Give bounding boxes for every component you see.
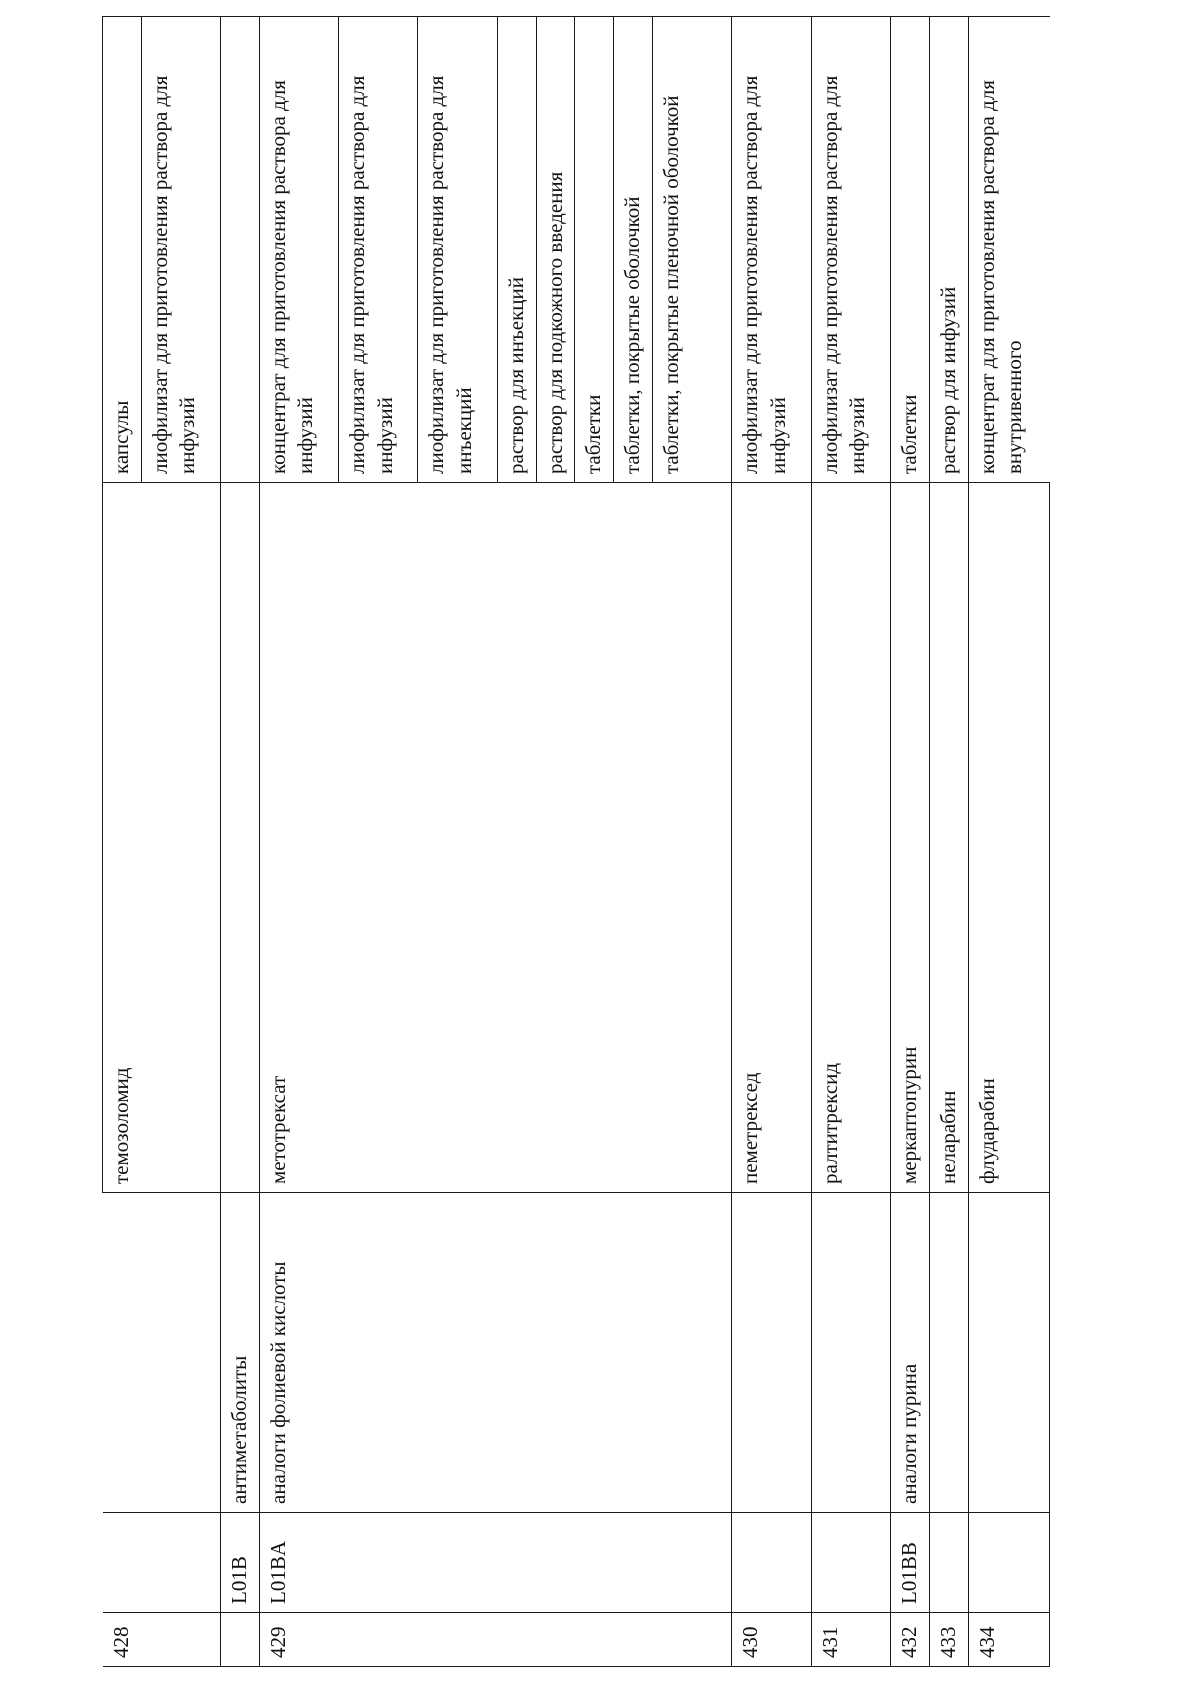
dosage-form: раствор для инъекций [497, 17, 536, 483]
table-row [260, 17, 339, 1667]
atc-code: L01BB [890, 1513, 929, 1613]
drug-name [221, 483, 260, 1193]
table-row [929, 17, 968, 1667]
row-number: 429 [260, 1613, 732, 1667]
drug-name: темозоломид [103, 483, 221, 1193]
row-number [221, 1613, 260, 1667]
atc-code [968, 1513, 1049, 1613]
atc-code: L01B [221, 1513, 260, 1613]
atc-code [929, 1513, 968, 1613]
drug-name: неларабин [929, 483, 968, 1193]
dosage-form: раствор для подкожного введения [536, 17, 575, 483]
dosage-form: лиофилизат для приготовления раствора для инъекций [418, 17, 497, 483]
dosage-form: капсулы [103, 17, 142, 483]
dosage-form: лиофилизат для приготовления раствора для инфузий [811, 17, 890, 483]
dosage-form: таблетки, покрытые оболочкой [614, 17, 653, 483]
dosage-form: лиофилизат для приготовления раствора для инфузий [732, 17, 811, 483]
table-row [221, 17, 260, 1667]
dosage-form: концентрат для приготовления раствора для инфузий [260, 17, 339, 483]
drug-name: ралтитрексид [811, 483, 890, 1193]
dosage-form: раствор для инфузий [929, 17, 968, 483]
dosage-form: таблетки, покрытые пленочной оболочкой [653, 17, 732, 483]
table-row [968, 17, 1049, 1667]
atc-code [811, 1513, 890, 1613]
atc-code [103, 1513, 221, 1613]
pharm-group [968, 1193, 1049, 1513]
pharm-group: аналоги фолиевой кислоты [260, 1193, 732, 1513]
row-number: 432 [890, 1613, 929, 1667]
row-number: 431 [811, 1613, 890, 1667]
row-number: 430 [732, 1613, 811, 1667]
table-row [811, 17, 890, 1667]
row-number: 428 [103, 1613, 221, 1667]
pharm-group [811, 1193, 890, 1513]
dosage-form: лиофилизат для приготовления раствора для инфузий [339, 17, 418, 483]
pharm-group [929, 1193, 968, 1513]
drug-name: меркаптопурин [890, 483, 929, 1193]
pharm-group [732, 1193, 811, 1513]
drug-name: метотрексат [260, 483, 732, 1193]
drug-name: флударабин [968, 483, 1049, 1193]
table-row [103, 17, 142, 1667]
dosage-form: таблетки [890, 17, 929, 483]
dosage-form: концентрат для приготовления раствора для внутривенного [968, 17, 1049, 483]
dosage-form [221, 17, 260, 483]
table-row [732, 17, 811, 1667]
table-row [890, 17, 929, 1667]
pharm-group [103, 1193, 221, 1513]
atc-code [732, 1513, 811, 1613]
row-number: 433 [929, 1613, 968, 1667]
medicine-registry-table [102, 16, 1050, 1667]
dosage-form: лиофилизат для приготовления раствора для инфузий [141, 17, 220, 483]
pharm-group: аналоги пурина [890, 1193, 929, 1513]
drug-name: пеметрексед [732, 483, 811, 1193]
atc-code: L01BA [260, 1513, 732, 1613]
row-number: 434 [968, 1613, 1049, 1667]
dosage-form: таблетки [575, 17, 614, 483]
pharm-group: антиметаболиты [221, 1193, 260, 1513]
